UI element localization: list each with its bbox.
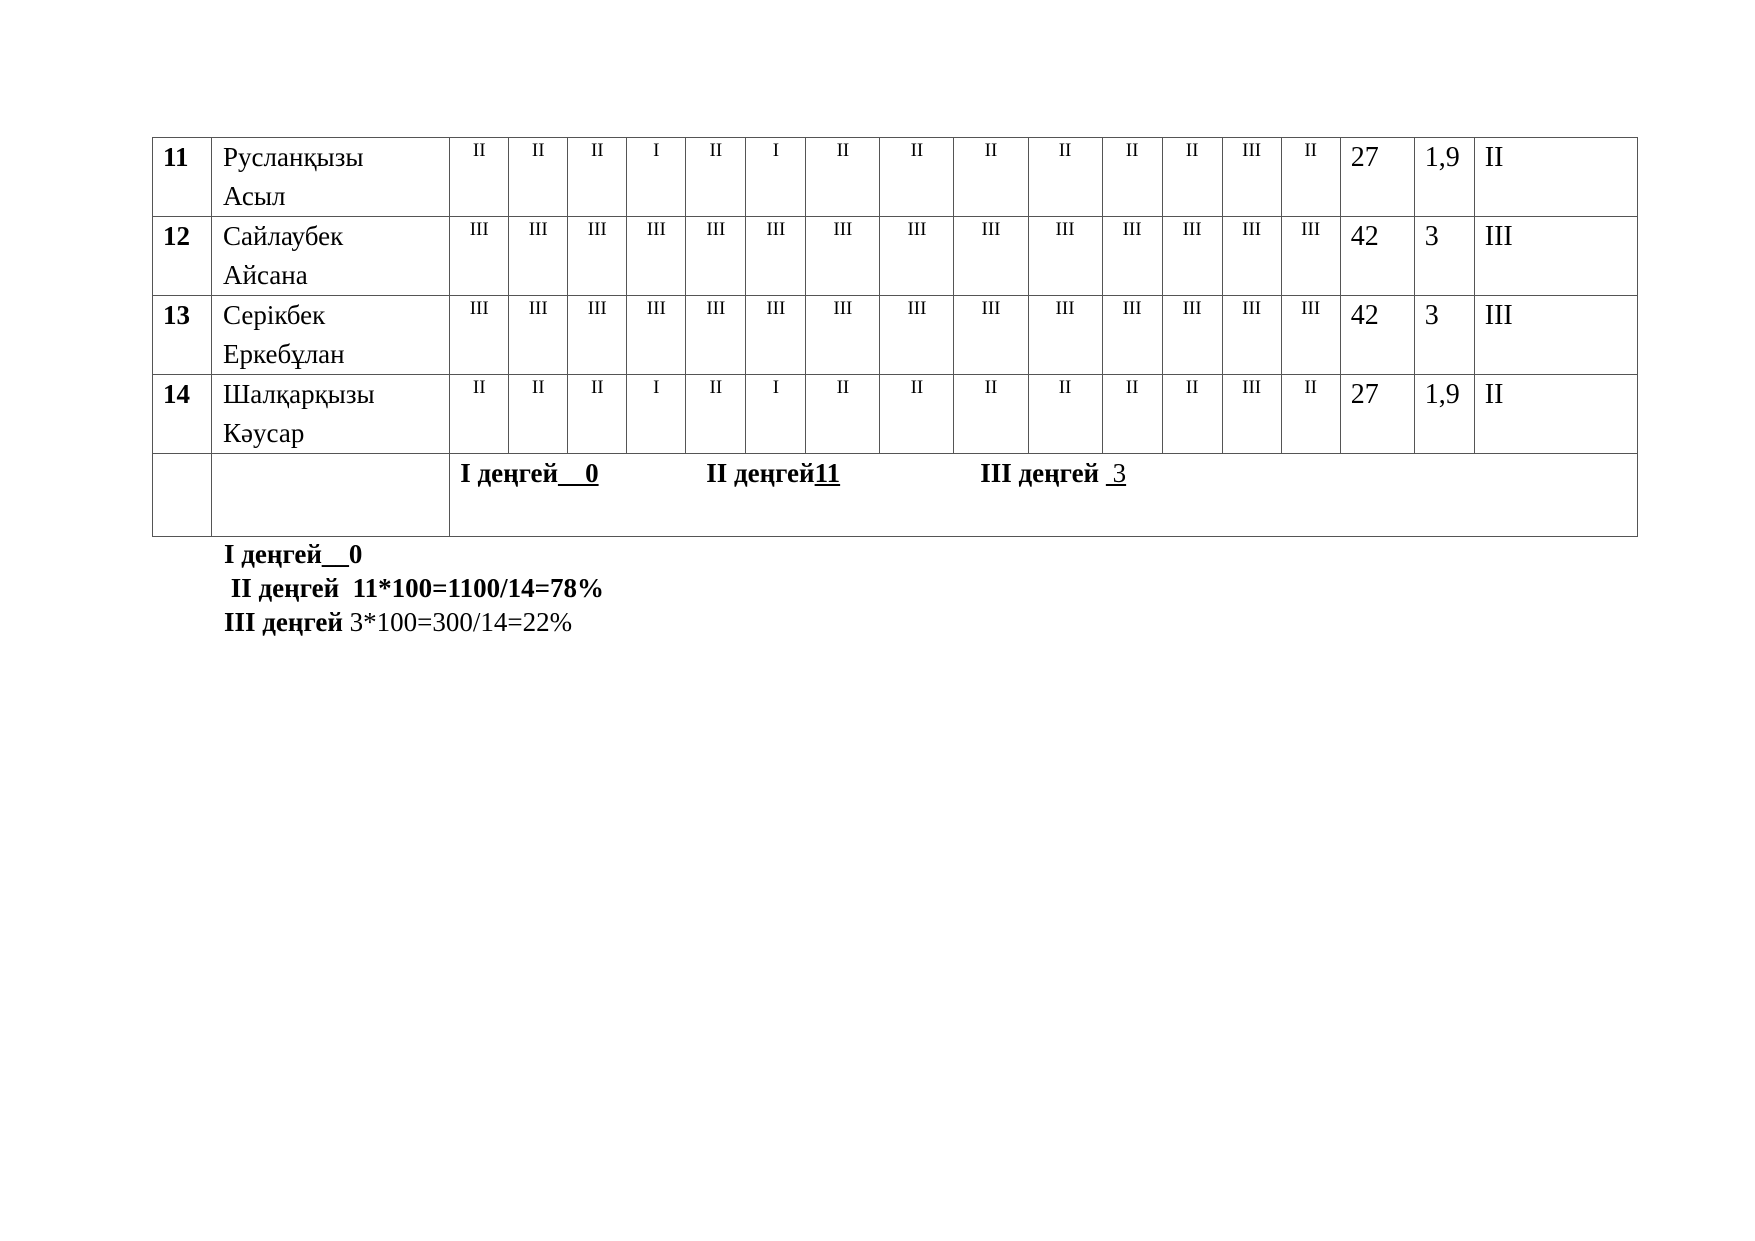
level-cell: III [954, 296, 1028, 375]
level-cell: III [806, 217, 880, 296]
level-cell: II [1281, 138, 1340, 217]
level-cell: II [450, 375, 509, 454]
summary-level2-label: II деңгей [706, 458, 815, 488]
level-cell: II [568, 138, 627, 217]
summary-level2-value: 11 [814, 458, 841, 488]
level-cell: I [627, 138, 686, 217]
level-cell: III [806, 296, 880, 375]
average-score: 3 [1414, 217, 1474, 296]
level-cell: III [627, 217, 686, 296]
note-level3 [224, 605, 604, 639]
note-level2: II деңгей 11*100=1100/14=78% [224, 573, 604, 603]
note-level3-value: 3*100=300/14=22% [342, 607, 573, 637]
table-row [153, 375, 1638, 454]
summary-empty-cell-2 [212, 454, 450, 537]
total-score: 42 [1340, 217, 1414, 296]
level-cell: II [806, 375, 880, 454]
summary-empty-cell-1 [153, 454, 212, 537]
student-name-line1: Серікбек [223, 300, 326, 330]
level-cell: III [1102, 217, 1162, 296]
summary-level1-label: I деңгей [460, 458, 559, 488]
final-level: III [1474, 296, 1637, 375]
level-cell: II [954, 138, 1028, 217]
final-level: III [1474, 217, 1637, 296]
final-level: II [1474, 375, 1637, 454]
level-cell: II [450, 138, 509, 217]
student-name [212, 375, 450, 454]
level-cell: II [1102, 138, 1162, 217]
level-cell: II [509, 375, 568, 454]
average-score: 1,9 [1414, 375, 1474, 454]
table-row [153, 296, 1638, 375]
level-cell: II [1028, 375, 1102, 454]
level-cell: III [686, 296, 746, 375]
level-cell: II [880, 138, 954, 217]
student-name-line1: Русланқызы [223, 142, 364, 172]
level-cell: III [1222, 296, 1281, 375]
summary-level3-value: 3 [1105, 458, 1127, 488]
level-cell: III [568, 217, 627, 296]
note-level3-label: III деңгей [224, 607, 343, 637]
level-cell: III [880, 296, 954, 375]
student-name [212, 138, 450, 217]
level-cell: III [1028, 296, 1102, 375]
table-row [153, 138, 1638, 217]
level-cell: III [1281, 217, 1340, 296]
final-level: II [1474, 138, 1637, 217]
student-name [212, 217, 450, 296]
row-number: 12 [153, 217, 212, 296]
level-cell: III [1222, 217, 1281, 296]
student-name-line2: Асыл [223, 181, 286, 211]
student-name [212, 296, 450, 375]
student-name-line2: Айсана [223, 260, 308, 290]
note-level1: I деңгей__0 [224, 539, 363, 569]
row-number: 13 [153, 296, 212, 375]
level-cell: II [954, 375, 1028, 454]
level-cell: III [746, 217, 806, 296]
student-name-line2: Еркебұлан [223, 339, 345, 369]
row-number: 11 [153, 138, 212, 217]
table-row [153, 217, 1638, 296]
total-score: 27 [1340, 375, 1414, 454]
level-cell: III [450, 217, 509, 296]
level-cell: II [1028, 138, 1102, 217]
student-name-line2: Кәусар [223, 418, 305, 448]
level-cell: III [568, 296, 627, 375]
level-cell: III [1281, 296, 1340, 375]
summary-level3-label: III деңгей [980, 458, 1100, 488]
total-score: 27 [1340, 138, 1414, 217]
level-cell: I [746, 375, 806, 454]
level-cell: I [627, 375, 686, 454]
level-cell: III [746, 296, 806, 375]
level-cell: III [686, 217, 746, 296]
level-cell: III [954, 217, 1028, 296]
level-cell: II [686, 138, 746, 217]
student-name-line1: Шалқарқызы [223, 379, 375, 409]
level-cell: II [686, 375, 746, 454]
level-cell: III [509, 296, 568, 375]
level-cell: II [1162, 138, 1222, 217]
level-cell: II [806, 138, 880, 217]
level-cell: III [1028, 217, 1102, 296]
level-cell: I [746, 138, 806, 217]
level-cell: II [880, 375, 954, 454]
calculation-notes [224, 537, 604, 639]
summary-row [153, 454, 1638, 537]
level-cell: II [1162, 375, 1222, 454]
level-cell: II [568, 375, 627, 454]
level-cell: III [1222, 138, 1281, 217]
level-cell: II [509, 138, 568, 217]
level-cell: III [509, 217, 568, 296]
level-cell: III [1102, 296, 1162, 375]
average-score: 1,9 [1414, 138, 1474, 217]
results-table [152, 137, 1638, 537]
level-cell: III [880, 217, 954, 296]
level-cell: II [1102, 375, 1162, 454]
level-cell: III [450, 296, 509, 375]
summary-level1-value: __0 [558, 458, 599, 488]
summary-cell [450, 454, 1638, 537]
row-number: 14 [153, 375, 212, 454]
average-score: 3 [1414, 296, 1474, 375]
total-score: 42 [1340, 296, 1414, 375]
level-cell: II [1281, 375, 1340, 454]
student-name-line1: Сайлаубек [223, 221, 344, 251]
level-cell: III [1222, 375, 1281, 454]
level-cell: III [1162, 296, 1222, 375]
level-cell: III [627, 296, 686, 375]
table-body [153, 138, 1638, 454]
level-cell: III [1162, 217, 1222, 296]
